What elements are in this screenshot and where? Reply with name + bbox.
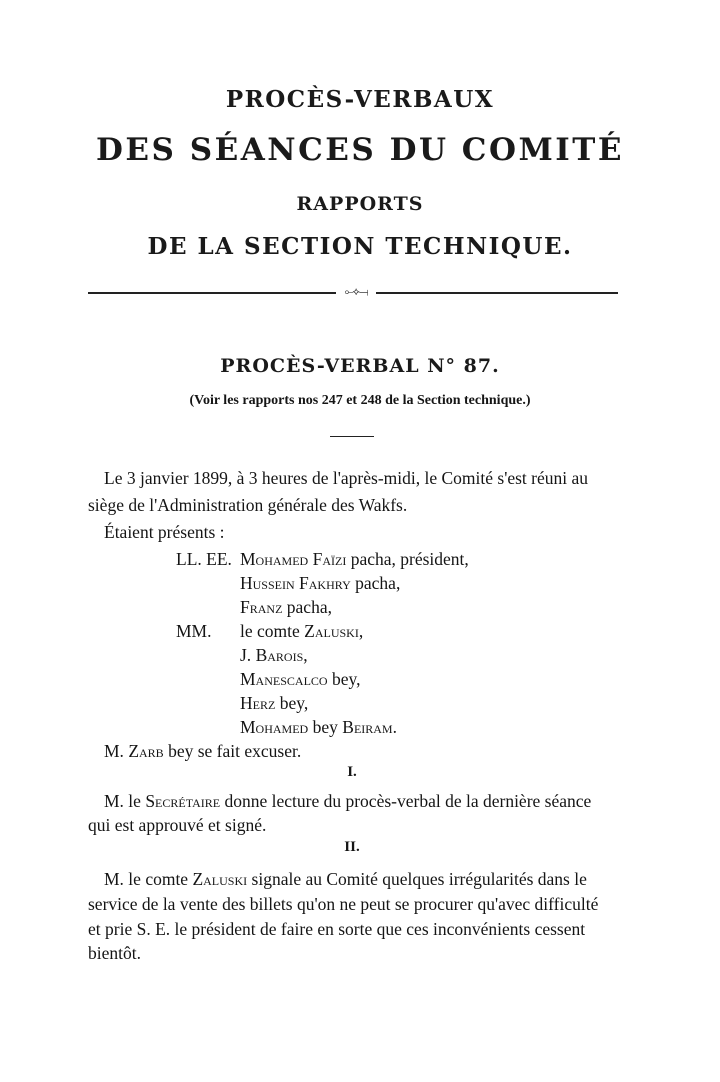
attendee-title: pacha, (286, 597, 332, 617)
section2-line-4: bientôt. (88, 943, 141, 963)
section2-pre: M. le comte (104, 869, 189, 889)
section1-rest: donne lecture du procès-verbal de la dernière séance (224, 791, 592, 811)
section1-line-2: qui est approuvé et signé. (88, 815, 267, 835)
attendee-name: Hussein Fakhry (240, 573, 351, 593)
attendee-title: , (358, 621, 364, 641)
section1-line-1 (104, 790, 591, 812)
section1-pre: M. le (104, 791, 141, 811)
attendee-pre: J. (240, 645, 252, 665)
section2-rest: signale au Comité quelques irrégularités dans le (251, 869, 587, 889)
opening-line-2: siège de l'Administration générale des Wakfs. (88, 495, 408, 515)
attendee-name: Manescalco (240, 669, 328, 689)
attendee-row-2 (240, 572, 400, 594)
header-line-1: PROCÈS-VERBAUX (225, 86, 495, 113)
section-numeral-1: I. (347, 764, 357, 780)
proces-verbal-note: (Voir les rapports nos 247 et 248 de la Section technique.) (189, 393, 531, 408)
excused-rest: bey se fait excuser. (168, 741, 302, 761)
attendee-title: bey, (279, 693, 309, 713)
attendee-title: , (303, 645, 308, 665)
opening-line-3: Étaient présents : (104, 522, 225, 542)
attendee-row-7 (240, 692, 308, 714)
header-line-3: RAPPORTS (296, 193, 424, 215)
section2-line-3: et prie S. E. le président de faire en sorte que ces inconvénients cessent (88, 919, 586, 939)
header-line-2: DES SÉANCES DU COMITÉ (96, 132, 624, 168)
attendee-title: pacha, (355, 573, 401, 593)
attendees-group1-prefix: LL. EE. (176, 549, 232, 569)
attendee-title: pacha, président, (350, 549, 469, 569)
attendee-name: Mohamed Faïzi (240, 549, 347, 569)
attendee-name: Herz (240, 693, 276, 713)
excused-pre: M. (104, 741, 124, 761)
attendee-name: Franz (240, 597, 283, 617)
attendee-name: Barois (255, 645, 304, 665)
excused-name: Zarb (128, 741, 164, 761)
attendee-row-1 (240, 548, 469, 570)
short-divider (330, 436, 374, 437)
attendee-name: Zaluski (304, 621, 359, 641)
attendee-row-6 (240, 668, 360, 690)
excused-line (104, 740, 301, 762)
attendee-name: Beiram (342, 717, 393, 737)
proces-verbal-title: PROCÈS-VERBAL N° 87. (220, 355, 500, 377)
attendee-title: . (392, 717, 397, 737)
divider-ornament: ⟜⟡⟞ (336, 284, 376, 300)
attendee-name: Mohamed (240, 717, 309, 737)
section2-line-2: service de la vente des billets qu'on ne peut se procurer qu'avec difficulté (88, 894, 599, 914)
attendees-group2-prefix: MM. (176, 621, 212, 641)
attendee-row-8 (240, 716, 397, 738)
attendee-row-5 (240, 644, 308, 666)
section2-line-1 (104, 868, 587, 890)
attendee-pre: le comte (240, 621, 300, 641)
section-numeral-2: II. (344, 839, 360, 855)
section1-name: Secrétaire (145, 791, 221, 811)
attendee-title: bey (312, 717, 338, 737)
header-line-4: DE LA SECTION TECHNIQUE. (147, 233, 573, 260)
attendee-row-3 (240, 596, 332, 618)
opening-line-1: Le 3 janvier 1899, à 3 heures de l'après-midi, le Comité s'est réuni au (104, 468, 589, 488)
attendee-row-4 (240, 620, 363, 642)
attendee-title: bey, (331, 669, 361, 689)
section2-name: Zaluski (192, 869, 248, 889)
